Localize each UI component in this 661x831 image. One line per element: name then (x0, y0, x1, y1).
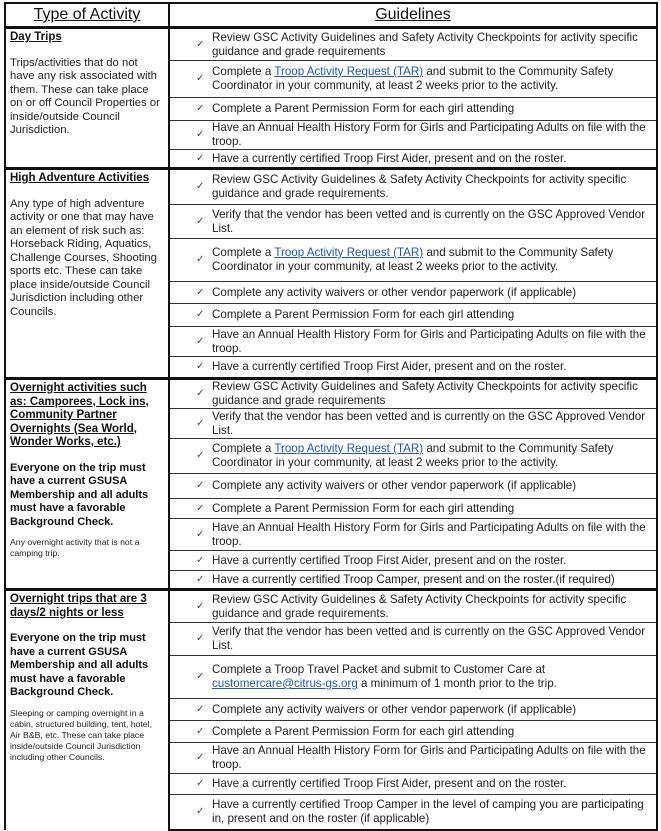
guideline-text (192, 663, 652, 691)
guideline-item (169, 774, 657, 795)
activity-type-cell-high-adventure (5, 169, 169, 379)
guideline-item (169, 499, 657, 519)
guideline-text (192, 121, 652, 149)
guideline-text-pre: Review GSC Activity Guidelines and Safety Activity Checkpoints for activity specific guidance and grade requirements (212, 380, 638, 407)
checkmark-icon: ✓ (196, 73, 205, 84)
guideline-item (169, 699, 657, 721)
activity-type-cell-overnight-activities (5, 379, 169, 590)
guideline-text-pre: Have an Annual Health History Form for Girls and Participating Adults on file with the troop. (212, 744, 646, 771)
guideline-text-pre: Complete a Parent Permission Form for each girl attending (212, 501, 515, 515)
guideline-text-pre: Complete a Parent Permission Form for each girl attending (212, 102, 515, 115)
checkmark-icon: ✓ (196, 600, 205, 612)
table-row (5, 590, 657, 623)
guideline-text (192, 777, 652, 791)
guideline-text-pre: Complete a Troop Travel Packet and submit to Customer Care at (212, 663, 546, 676)
guideline-text-pre: Have an Annual Health History Form for Girls and Participating Adults on file with the troop. (212, 327, 646, 355)
guideline-text (192, 410, 652, 438)
activity-type-description: Trips/activities that do not have any risk associated with them. These can take place on or off Council Properties or inside/outside Council Jurisdiction. (10, 56, 160, 136)
guideline-text-pre: Complete any activity waivers or other vendor paperwork (if applicable) (212, 479, 577, 492)
checkmark-icon: ✓ (196, 778, 205, 789)
activity-type-title: Overnight activities such as: Camporees, Lock ins, Community Partner Overnights (Sea World, Wonder Works, etc.) (10, 382, 149, 448)
table-body (5, 28, 657, 830)
guideline-item (169, 357, 657, 379)
guideline-text (192, 328, 652, 356)
guideline-text-pre: Complete a (212, 442, 275, 455)
guideline-item (169, 121, 657, 150)
guideline-text-pre: Complete any activity waivers or other vendor paperwork (if applicable) (212, 285, 577, 299)
guideline-text-pre: Have an Annual Health History Form for Girls and Participating Adults on file with the troop. (212, 121, 646, 148)
guideline-text-pre: Have a currently certified Troop First Aider, present and on the roster. (212, 360, 567, 373)
checkmark-icon: ✓ (196, 554, 205, 566)
guideline-text-pre: Have a currently certified Troop Camper in the level of camping you are participating in, present and on the roster (if applicable) (212, 797, 644, 825)
header-guidelines: Guidelines (169, 3, 657, 28)
activity-type-description: Any type of high adventure activity or one that may have an element of risk such as: Horseback Riding, Aquatics, Challenge Courses, Shooting sports etc. These can take place inside/outside Council Jurisdiction including other Councils. (10, 197, 157, 318)
checkmark-icon: ✓ (196, 215, 205, 227)
guideline-text (192, 442, 652, 470)
guideline-item (169, 519, 657, 551)
table-row (5, 379, 657, 409)
guideline-text-pre: Complete a Parent Permission Form for each girl attending (212, 724, 515, 738)
checkmark-icon: ✓ (196, 129, 205, 140)
guideline-item (169, 239, 657, 282)
guideline-text (192, 744, 652, 772)
checkmark-icon: ✓ (196, 450, 205, 461)
checkmark-icon: ✓ (196, 805, 205, 817)
checkmark-icon: ✓ (196, 103, 205, 114)
guideline-item (169, 743, 657, 774)
activity-type-title: Overnight trips that are 3 days/2 nights or less (10, 593, 147, 619)
guideline-text (192, 521, 652, 549)
guideline-item (169, 795, 657, 830)
checkmark-icon: ✓ (196, 38, 205, 50)
activity-type-cell-overnight-trips (5, 590, 169, 830)
guideline-item (169, 61, 657, 98)
checkmark-icon: ✓ (196, 152, 205, 164)
guideline-text-post: a minimum of 1 month prior to the trip. (357, 677, 557, 690)
guideline-item (169, 571, 657, 590)
checkmark-icon: ✓ (196, 633, 205, 644)
troop-activity-request-link[interactable]: Troop Activity Request (TAR) (274, 442, 424, 455)
guideline-text (192, 479, 652, 493)
checkmark-icon: ✓ (196, 335, 205, 347)
guideline-text (192, 65, 652, 93)
guideline-item (169, 439, 657, 474)
checkmark-icon: ✓ (196, 417, 205, 429)
guideline-item (169, 150, 657, 169)
checkmark-icon: ✓ (196, 573, 205, 585)
checkmark-icon: ✓ (196, 361, 205, 372)
guideline-text-pre: Review GSC Activity Guidelines & Safety Activity Checkpoints for activity specific guidance and grade requirements. (212, 592, 627, 620)
guideline-text (192, 152, 652, 166)
guideline-text (192, 593, 652, 621)
activity-type-title: High Adventure Activities (10, 172, 150, 184)
guideline-text-pre: Complete a Parent Permission Form for each girl attending (212, 308, 515, 321)
guideline-text-pre: Have a currently certified Troop Camper, present and on the roster.(if required) (212, 572, 615, 586)
membership-requirement-note: Everyone on the trip must have a current GSUSA Membership and all adults must have a favorable Background Check. (10, 461, 149, 528)
header-type-of-activity: Type of Activity (5, 3, 169, 28)
guideline-text-pre: Review GSC Activity Guidelines and Safety Activity Checkpoints for activity specific guidance and grade requirements (212, 30, 638, 58)
troop-activity-request-link[interactable]: Troop Activity Request (TAR) (274, 65, 424, 78)
troop-activity-request-link[interactable]: Troop Activity Request (TAR) (274, 246, 424, 259)
guideline-text-pre: Have a currently certified Troop First Aider, present and on the roster. (212, 553, 567, 567)
guideline-text (192, 554, 652, 568)
guideline-text-pre: Complete any activity waivers or other vendor paperwork (if applicable) (212, 702, 577, 716)
guideline-text-pre: Review GSC Activity Guidelines & Safety Activity Checkpoints for activity specific guidance and grade requirements. (212, 173, 627, 200)
guideline-text-post: and submit to the Community Safety Coordinator in your community, at least 2 weeks prior to the activity. (212, 65, 614, 92)
activity-type-title: Day Trips (10, 31, 62, 43)
checkmark-icon: ✓ (196, 752, 205, 763)
checkmark-icon: ✓ (196, 388, 205, 399)
guidelines-document (4, 2, 656, 827)
guideline-item (169, 28, 657, 61)
guideline-text-pre: Complete a (212, 65, 275, 78)
guideline-text (192, 725, 652, 739)
guideline-text (192, 308, 652, 322)
membership-requirement-note: Everyone on the trip must have a current GSUSA Membership and all adults must have a favorable Background Check. (10, 632, 149, 698)
checkmark-icon: ✓ (196, 671, 205, 682)
guideline-text (192, 173, 652, 201)
checkmark-icon: ✓ (196, 480, 205, 491)
guideline-item (169, 721, 657, 743)
guideline-text (192, 625, 652, 653)
header-row (5, 3, 657, 28)
guideline-item (169, 304, 657, 327)
activity-scope-note: Sleeping or camping overnight in a cabin, structured building, tent, hotel, Air B&B, etc. These can take place inside/outside Council Jurisdiction including other Councils. (10, 707, 152, 762)
guideline-item (169, 590, 657, 623)
guideline-text-post: and submit to the Community Safety Coordinator in your community, at least 2 weeks prior to the activity. (212, 246, 614, 273)
guideline-item (169, 98, 657, 121)
activity-type-cell-day-trips (5, 28, 169, 169)
guideline-text (192, 360, 652, 374)
guideline-item (169, 327, 657, 357)
activity-guidelines-table (4, 2, 658, 831)
guideline-text-pre: Verify that the vendor has been vetted and is currently on the GSC Approved Vendor List. (212, 207, 646, 235)
guideline-item (169, 169, 657, 205)
guideline-text (192, 102, 652, 116)
checkmark-icon: ✓ (196, 181, 205, 192)
activity-scope-note: Any overnight activity that is not a camping trip. (10, 537, 140, 558)
guideline-text (192, 246, 652, 274)
guideline-text (192, 31, 652, 59)
customer-care-email-link[interactable]: customercare@citrus-gs.org (212, 677, 358, 690)
guideline-text-post: and submit to the Community Safety Coordinator in your community, at least 2 weeks prior to the activity. (212, 442, 614, 469)
guideline-text-pre: Verify that the vendor has been vetted and is currently on the GSC Approved Vendor List. (212, 625, 646, 652)
checkmark-icon: ✓ (196, 309, 205, 320)
guideline-text-pre: Have a currently certified Troop First Aider, present and on the roster. (212, 151, 567, 165)
guideline-item (169, 282, 657, 304)
guideline-text (192, 208, 652, 236)
guideline-item (169, 205, 657, 239)
guideline-text-pre: Complete a (212, 246, 275, 259)
guideline-text (192, 573, 652, 587)
checkmark-icon: ✓ (196, 286, 205, 298)
checkmark-icon: ✓ (196, 502, 205, 514)
guideline-text (192, 286, 652, 300)
guideline-text (192, 703, 652, 717)
guideline-item (169, 409, 657, 439)
guideline-item (169, 623, 657, 656)
guideline-text-pre: Verify that the vendor has been vetted and is currently on the GSC Approved Vendor List. (212, 409, 646, 437)
guideline-text (192, 380, 652, 408)
table-row (5, 28, 657, 61)
guideline-text (192, 798, 652, 826)
guideline-item (169, 379, 657, 409)
guideline-item (169, 656, 657, 699)
guideline-item (169, 474, 657, 499)
guideline-text (192, 502, 652, 516)
checkmark-icon: ✓ (196, 725, 205, 737)
table-row (5, 169, 657, 205)
guideline-item (169, 551, 657, 571)
checkmark-icon: ✓ (196, 703, 205, 715)
checkmark-icon: ✓ (196, 528, 205, 540)
guideline-text-pre: Have an Annual Health History Form for Girls and Participating Adults on file with the troop. (212, 520, 646, 548)
checkmark-icon: ✓ (196, 254, 205, 265)
guideline-text-pre: Have a currently certified Troop First Aider, present and on the roster. (212, 777, 567, 790)
